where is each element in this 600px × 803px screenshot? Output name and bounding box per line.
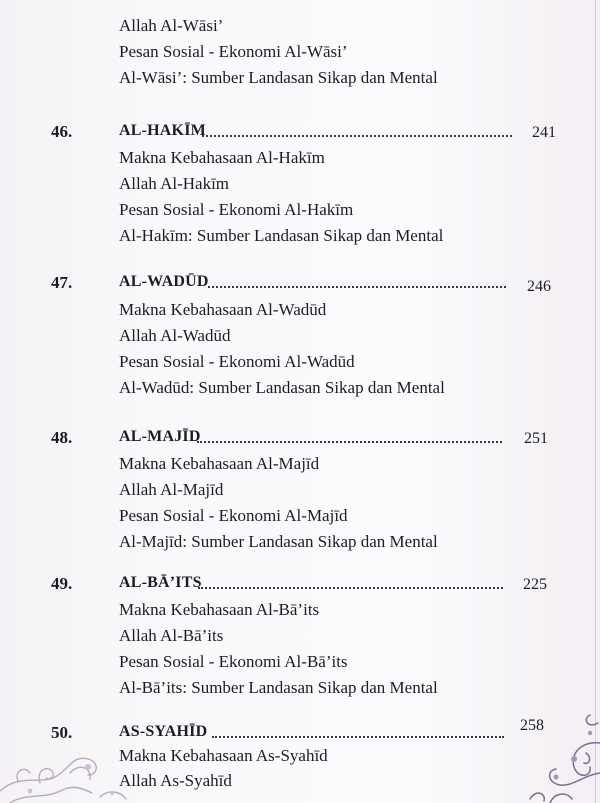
- entry-number: 48.: [51, 428, 73, 447]
- toc-subitem: Makna Kebahasaan Al-Hakīm: [119, 148, 325, 167]
- floral-ornament-left-icon: [0, 733, 130, 803]
- toc-subitem: Allah As-Syahīd: [119, 771, 232, 790]
- toc-subitem: Allah Al-Bā’its: [119, 626, 224, 645]
- toc-entry-48[interactable]: [0, 428, 600, 450]
- toc-subitem: Pesan Sosial - Ekonomi Al-Majīd: [119, 506, 348, 525]
- entry-page-number: 225: [523, 576, 547, 593]
- toc-subitem: Al-Bā’its: Sumber Landasan Sikap dan Mental: [119, 678, 438, 697]
- entry-title: AL-HAKĪM: [119, 122, 206, 139]
- toc-entry-47[interactable]: [0, 273, 600, 295]
- toc-entry-49[interactable]: [0, 574, 600, 596]
- toc-subitem: Allah Al-Wāsi’: [119, 16, 224, 35]
- entry-page-number: 258: [520, 717, 544, 734]
- toc-subitem: Al-Majīd: Sumber Landasan Sikap dan Mental: [119, 532, 438, 551]
- toc-subitem: Pesan Sosial - Ekonomi Al-Wāsi’: [119, 42, 348, 61]
- entry-page-number: 251: [524, 430, 548, 447]
- page-edge: [595, 0, 596, 803]
- toc-subitem: Allah Al-Majīd: [119, 480, 224, 499]
- dot-leader: [202, 135, 512, 137]
- toc-subitem: Allah Al-Hakīm: [119, 174, 230, 193]
- toc-subitem: Pesan Sosial - Ekonomi Al-Bā’its: [119, 652, 348, 671]
- toc-subitem: Makna Kebahasaan As-Syahīd: [119, 746, 328, 765]
- toc-subitem: Makna Kebahasaan Al-Wadūd: [119, 300, 327, 319]
- toc-subitem: Makna Kebahasaan Al-Majīd: [119, 454, 320, 473]
- entry-title: AL-MAJĪD: [119, 428, 201, 445]
- dot-leader: [212, 736, 504, 738]
- toc-subitem: Makna Kebahasaan Al-Bā’its: [119, 600, 320, 619]
- dot-leader: [208, 286, 506, 288]
- toc-subitem: Al-Wadūd: Sumber Landasan Sikap dan Mental: [119, 378, 445, 397]
- dot-leader: [197, 441, 502, 443]
- toc-subitem: Allah Al-Wadūd: [119, 326, 231, 345]
- toc-subitem: Pesan Sosial - Ekonomi Al-Wadūd: [119, 352, 355, 371]
- entry-number: 50.: [51, 723, 73, 742]
- toc-subitem: Al-Wāsi’: Sumber Landasan Sikap dan Mental: [119, 68, 438, 87]
- entry-page-number: 246: [527, 278, 551, 295]
- entry-page-number: 241: [532, 124, 556, 141]
- entry-title: AS-SYAHĪD: [119, 723, 208, 740]
- entry-title: AL-WADŪD: [119, 273, 209, 290]
- entry-number: 46.: [51, 122, 73, 141]
- toc-subitem: Al-Hakīm: Sumber Landasan Sikap dan Mental: [119, 226, 444, 245]
- toc-subitem: Pesan Sosial - Ekonomi Al-Hakīm: [119, 200, 354, 219]
- entry-number: 49.: [51, 574, 73, 593]
- floral-ornament-right-icon: [490, 713, 600, 803]
- dot-leader: [198, 587, 503, 589]
- entry-title: AL-BĀ’ITS: [119, 574, 202, 591]
- toc-entry-46[interactable]: [0, 122, 600, 144]
- entry-number: 47.: [51, 273, 73, 292]
